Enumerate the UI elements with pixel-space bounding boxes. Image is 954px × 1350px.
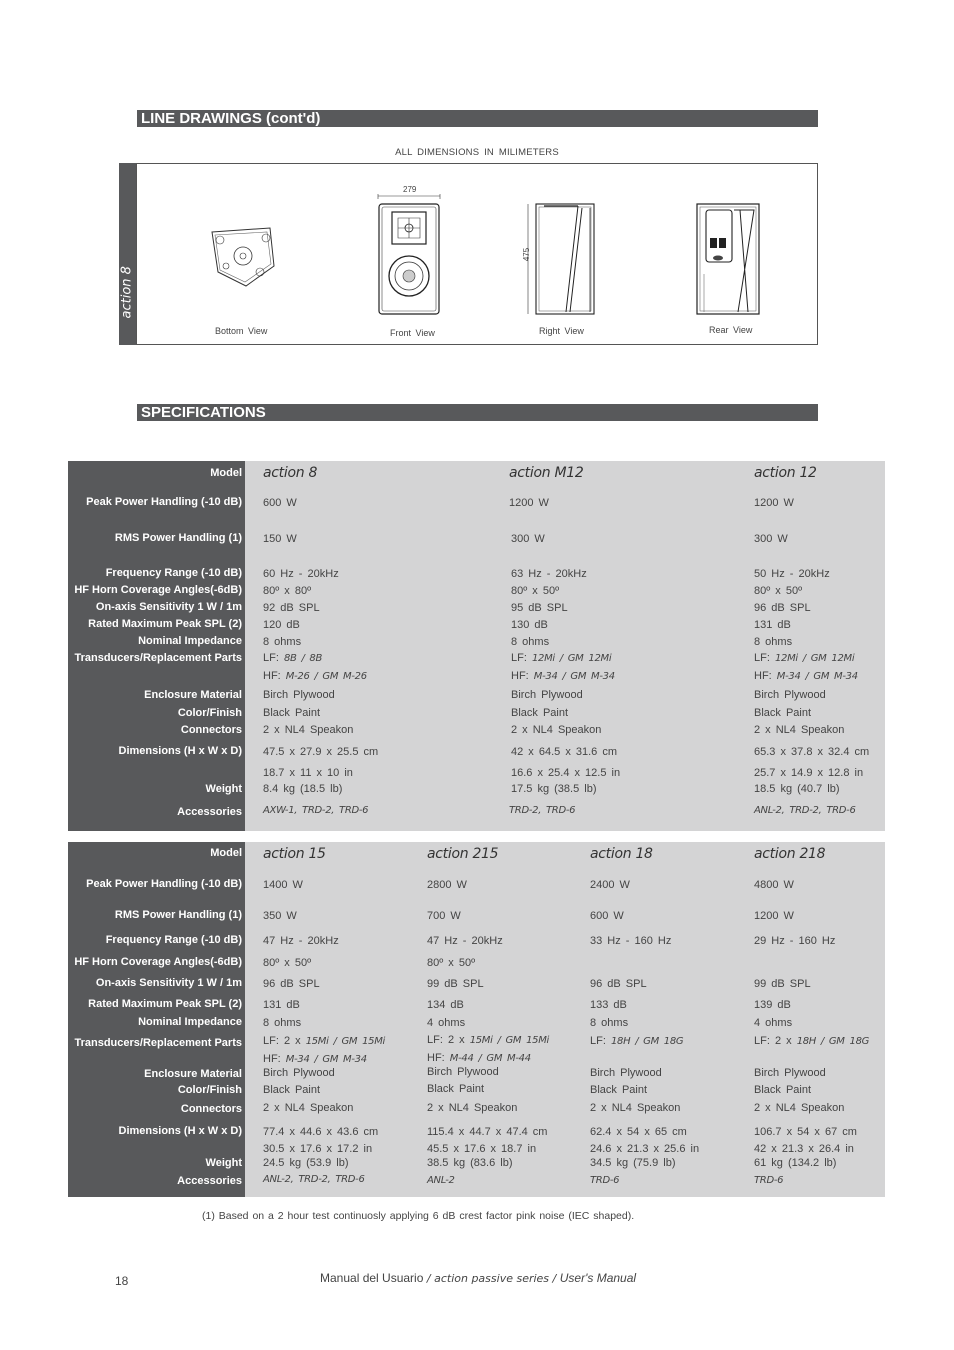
- label-connectors: Connectors: [180, 724, 242, 736]
- horn-value: 80º x 50º: [427, 957, 476, 969]
- front-view-label: Front View: [390, 328, 435, 338]
- rms-value: 600 W: [590, 910, 624, 922]
- color-value: Black Paint: [754, 707, 812, 719]
- width-dimension-label: 279: [403, 185, 417, 194]
- freq-value: 33 Hz - 160 Hz: [590, 935, 672, 947]
- lf-prefix: LF: 2 x: [427, 1034, 465, 1046]
- weight-value: 17.5 kg (38.5 lb): [511, 783, 597, 795]
- color-value: Black Paint: [590, 1084, 648, 1096]
- model-name: action 18: [590, 846, 653, 862]
- lf-parts: 8B / 8B: [283, 653, 323, 664]
- dimensions-cm-value: 42 x 64.5 x 31.6 cm: [511, 746, 617, 758]
- connectors-value: 2 x NL4 Speakon: [427, 1102, 518, 1114]
- lf-parts: 18H / GM 18G: [796, 1036, 870, 1047]
- weight-value: 61 kg (134.2 lb): [754, 1157, 837, 1169]
- horn-value: 80º x 80º: [263, 585, 312, 597]
- accessories-value: TRD-6: [754, 1175, 784, 1186]
- peak-value: 4800 W: [754, 879, 794, 891]
- spl-value: 133 dB: [590, 999, 627, 1011]
- model-name: action M12: [509, 465, 584, 481]
- footer-series: action passive series: [434, 1272, 550, 1285]
- peak-value: 2800 W: [427, 879, 467, 891]
- dimensions-cm-value: 47.5 x 27.9 x 25.5 cm: [263, 746, 379, 758]
- spl-value: 131 dB: [754, 619, 791, 631]
- lf-value: [754, 652, 854, 664]
- label-connectors: Connectors: [180, 1103, 242, 1115]
- footnote: (1) Based on a 2 hour test continuosly applying 6 dB crest factor pink noise (IEC shaped).: [202, 1210, 635, 1222]
- freq-value: 50 Hz - 20kHz: [754, 568, 830, 580]
- color-value: Black Paint: [427, 1083, 485, 1095]
- lf-parts: 12Mi / GM 12Mi: [774, 653, 855, 664]
- label-freq: Frequency Range (-10 dB): [105, 934, 242, 946]
- label-accessories: Accessories: [177, 806, 242, 818]
- lf-prefix: LF: 2 x: [263, 1035, 301, 1047]
- dimensions-note: ALL DIMENSIONS IN MILIMETERS: [395, 147, 559, 158]
- model-name: action 218: [754, 846, 826, 862]
- lf-value: [754, 1035, 869, 1047]
- dimensions-in-value: 42 x 21.3 x 26.4 in: [754, 1143, 854, 1155]
- specifications-header: [137, 404, 818, 421]
- label-impedance: Nominal Impedance: [138, 1016, 242, 1028]
- sens-value: 96 dB SPL: [263, 978, 320, 990]
- dimensions-in-value: 24.6 x 21.3 x 25.6 in: [590, 1143, 700, 1155]
- horn-value: 80º x 50º: [263, 957, 312, 969]
- lf-value: [590, 1035, 683, 1047]
- peak-value: 1200 W: [509, 497, 549, 509]
- footer-left: Manual del Usuario: [320, 1271, 424, 1285]
- label-sens: On-axis Sensitivity 1 W / 1m: [95, 601, 242, 613]
- peak-value: 1400 W: [263, 879, 303, 891]
- model-name: action 215: [427, 846, 499, 862]
- label-color: Color/Finish: [177, 1084, 242, 1096]
- hf-value: [511, 670, 615, 682]
- hf-parts: M-34 / GM M-34: [285, 1054, 367, 1065]
- freq-value: 47 Hz - 20kHz: [263, 935, 339, 947]
- label-enclosure: Enclosure Material: [144, 689, 242, 701]
- model-side-tab: [119, 163, 136, 345]
- hf-value: [263, 670, 367, 682]
- dimensions-in-value: 18.7 x 11 x 10 in: [263, 767, 353, 779]
- accessories-value: ANL-2, TRD-2, TRD-6: [263, 1174, 365, 1185]
- spl-value: 131 dB: [263, 999, 300, 1011]
- page-number: 18: [115, 1274, 129, 1288]
- hf-prefix: HF:: [263, 670, 281, 682]
- bottom-view-drawing: [208, 226, 278, 288]
- peak-value: 1200 W: [754, 497, 794, 509]
- hf-value: [754, 670, 858, 682]
- spl-value: 139 dB: [754, 999, 791, 1011]
- footer-sep-1: /: [423, 1272, 435, 1285]
- enclosure-value: Birch Plywood: [427, 1066, 499, 1078]
- rear-view-drawing: [696, 204, 764, 316]
- spl-value: 134 dB: [427, 999, 464, 1011]
- label-spl: Rated Maximum Peak SPL (2): [88, 998, 242, 1010]
- weight-value: 38.5 kg (83.6 lb): [427, 1157, 513, 1169]
- color-value: Black Paint: [754, 1084, 812, 1096]
- color-value: Black Paint: [263, 707, 321, 719]
- weight-value: 8.4 kg (18.5 lb): [263, 783, 343, 795]
- spl-value: 120 dB: [263, 619, 300, 631]
- rms-value: 300 W: [754, 533, 788, 545]
- hf-parts: M-34 / GM M-34: [533, 671, 615, 682]
- hf-parts: M-44 / GM M-44: [449, 1053, 531, 1064]
- peak-value: 600 W: [263, 497, 297, 509]
- enclosure-value: Birch Plywood: [754, 689, 826, 701]
- sens-value: 99 dB SPL: [754, 978, 811, 990]
- enclosure-value: Birch Plywood: [511, 689, 583, 701]
- spec-table-1: [68, 461, 885, 831]
- connectors-value: 2 x NL4 Speakon: [263, 1102, 354, 1114]
- dimensions-cm-value: 106.7 x 54 x 67 cm: [754, 1126, 857, 1138]
- rms-value: 300 W: [511, 533, 545, 545]
- accessories-value: ANL-2, TRD-2, TRD-6: [754, 805, 856, 816]
- dimensions-in-value: 16.6 x 25.4 x 12.5 in: [511, 767, 621, 779]
- enclosure-value: Birch Plywood: [263, 689, 335, 701]
- enclosure-value: Birch Plywood: [263, 1067, 335, 1079]
- lf-prefix: LF:: [263, 652, 279, 664]
- rms-value: 150 W: [263, 533, 297, 545]
- lf-prefix: LF: 2 x: [754, 1035, 792, 1047]
- footer-right: User's Manual: [559, 1271, 637, 1285]
- label-horn: HF Horn Coverage Angles(-6dB): [74, 956, 242, 968]
- sens-value: 92 dB SPL: [263, 602, 320, 614]
- lf-parts: 15Mi / GM 15Mi: [469, 1035, 550, 1046]
- weight-value: 18.5 kg (40.7 lb): [754, 783, 840, 795]
- label-weight: Weight: [205, 1157, 242, 1169]
- height-dimension-label: 475: [522, 247, 532, 262]
- lf-prefix: LF:: [590, 1035, 606, 1047]
- accessories-value: TRD-6: [590, 1175, 620, 1186]
- label-transducers: Transducers/Replacement Parts: [74, 652, 242, 664]
- lf-prefix: LF:: [511, 652, 527, 664]
- right-view-label: Right View: [539, 326, 584, 336]
- label-model: Model: [210, 847, 242, 859]
- label-model: Model: [210, 467, 242, 479]
- freq-value: 29 Hz - 160 Hz: [754, 935, 836, 947]
- lf-parts: 15Mi / GM 15Mi: [305, 1036, 386, 1047]
- rms-value: 350 W: [263, 910, 297, 922]
- label-peak: Peak Power Handling (-10 dB): [86, 496, 242, 508]
- accessories-value: TRD-2, TRD-6: [509, 805, 576, 816]
- freq-value: 47 Hz - 20kHz: [427, 935, 503, 947]
- hf-value: [263, 1053, 367, 1065]
- model-name: action 8: [263, 465, 318, 481]
- connectors-value: 2 x NL4 Speakon: [754, 1102, 845, 1114]
- right-view-drawing: [530, 204, 600, 316]
- spec-table-2: [68, 842, 885, 1197]
- enclosure-value: Birch Plywood: [590, 1067, 662, 1079]
- specifications-title: SPECIFICATIONS: [141, 404, 266, 421]
- hf-prefix: HF:: [754, 670, 772, 682]
- accessories-value: ANL-2: [427, 1175, 455, 1186]
- hf-parts: M-34 / GM M-34: [776, 671, 858, 682]
- hf-parts: M-26 / GM M-26: [285, 671, 367, 682]
- label-freq: Frequency Range (-10 dB): [105, 567, 242, 579]
- freq-value: 60 Hz - 20kHz: [263, 568, 339, 580]
- footer-sep-2: /: [549, 1272, 560, 1285]
- model-name: action 15: [263, 846, 326, 862]
- sens-value: 96 dB SPL: [590, 978, 647, 990]
- color-value: Black Paint: [263, 1084, 321, 1096]
- horn-value: 80º x 50º: [511, 585, 560, 597]
- impedance-value: 4 ohms: [754, 1017, 793, 1029]
- label-accessories: Accessories: [177, 1175, 242, 1187]
- dimensions-cm-value: 115.4 x 44.7 x 47.4 cm: [427, 1126, 548, 1138]
- impedance-value: 8 ohms: [590, 1017, 629, 1029]
- label-weight: Weight: [205, 783, 242, 795]
- freq-value: 63 Hz - 20kHz: [511, 568, 587, 580]
- lf-value: [263, 1035, 385, 1047]
- label-rms: RMS Power Handling (1): [114, 909, 242, 921]
- dimensions-in-value: 25.7 x 14.9 x 12.8 in: [754, 767, 864, 779]
- rms-value: 1200 W: [754, 910, 794, 922]
- sens-value: 99 dB SPL: [427, 978, 484, 990]
- line-drawings-header: [137, 110, 818, 127]
- enclosure-value: Birch Plywood: [754, 1067, 826, 1079]
- label-impedance: Nominal Impedance: [138, 635, 242, 647]
- label-transducers: Transducers/Replacement Parts: [74, 1037, 242, 1049]
- connectors-value: 2 x NL4 Speakon: [754, 724, 845, 736]
- model-name: action 12: [754, 465, 817, 481]
- dimensions-in-value: 45.5 x 17.6 x 18.7 in: [427, 1143, 537, 1155]
- hf-value: [427, 1052, 531, 1064]
- dimensions-cm-value: 62.4 x 54 x 65 cm: [590, 1126, 687, 1138]
- color-value: Black Paint: [511, 707, 569, 719]
- label-dimensions: Dimensions (H x W x D): [118, 1125, 242, 1137]
- label-sens: On-axis Sensitivity 1 W / 1m: [95, 977, 242, 989]
- lf-prefix: LF:: [754, 652, 770, 664]
- impedance-value: 4 ohms: [427, 1017, 466, 1029]
- side-tab-label: action 8: [119, 266, 135, 319]
- lf-parts: 12Mi / GM 12Mi: [531, 653, 612, 664]
- sens-value: 96 dB SPL: [754, 602, 811, 614]
- lf-value: [427, 1034, 549, 1046]
- impedance-value: 8 ohms: [263, 636, 302, 648]
- label-color: Color/Finish: [177, 707, 242, 719]
- accessories-value: AXW-1, TRD-2, TRD-6: [263, 805, 369, 816]
- impedance-value: 8 ohms: [511, 636, 550, 648]
- horn-value: 80º x 50º: [754, 585, 803, 597]
- page-footer: [320, 1271, 636, 1285]
- label-rms: RMS Power Handling (1): [114, 532, 242, 544]
- impedance-value: 8 ohms: [263, 1017, 302, 1029]
- peak-value: 2400 W: [590, 879, 630, 891]
- connectors-value: 2 x NL4 Speakon: [263, 724, 354, 736]
- hf-prefix: HF:: [263, 1053, 281, 1065]
- label-dimensions: Dimensions (H x W x D): [118, 745, 242, 757]
- spl-value: 130 dB: [511, 619, 548, 631]
- hf-prefix: HF:: [511, 670, 529, 682]
- bottom-view-label: Bottom View: [215, 326, 268, 336]
- impedance-value: 8 ohms: [754, 636, 793, 648]
- sens-value: 95 dB SPL: [511, 602, 568, 614]
- dimensions-cm-value: 65.3 x 37.8 x 32.4 cm: [754, 746, 870, 758]
- lf-value: [263, 652, 322, 664]
- front-view-drawing: [378, 194, 440, 316]
- lf-parts: 18H / GM 18G: [610, 1036, 684, 1047]
- rear-view-label: Rear View: [709, 325, 753, 335]
- label-horn: HF Horn Coverage Angles(-6dB): [74, 584, 242, 596]
- label-spl: Rated Maximum Peak SPL (2): [88, 618, 242, 630]
- label-peak: Peak Power Handling (-10 dB): [86, 878, 242, 890]
- rms-value: 700 W: [427, 910, 461, 922]
- weight-value: 24.5 kg (53.9 lb): [263, 1157, 349, 1169]
- line-drawings-title: LINE DRAWINGS (cont'd): [141, 110, 321, 127]
- connectors-value: 2 x NL4 Speakon: [590, 1102, 681, 1114]
- lf-value: [511, 652, 611, 664]
- dimensions-in-value: 30.5 x 17.6 x 17.2 in: [263, 1143, 373, 1155]
- dimensions-cm-value: 77.4 x 44.6 x 43.6 cm: [263, 1126, 379, 1138]
- hf-prefix: HF:: [427, 1052, 445, 1064]
- weight-value: 34.5 kg (75.9 lb): [590, 1157, 676, 1169]
- label-enclosure: Enclosure Material: [144, 1068, 242, 1080]
- connectors-value: 2 x NL4 Speakon: [511, 724, 602, 736]
